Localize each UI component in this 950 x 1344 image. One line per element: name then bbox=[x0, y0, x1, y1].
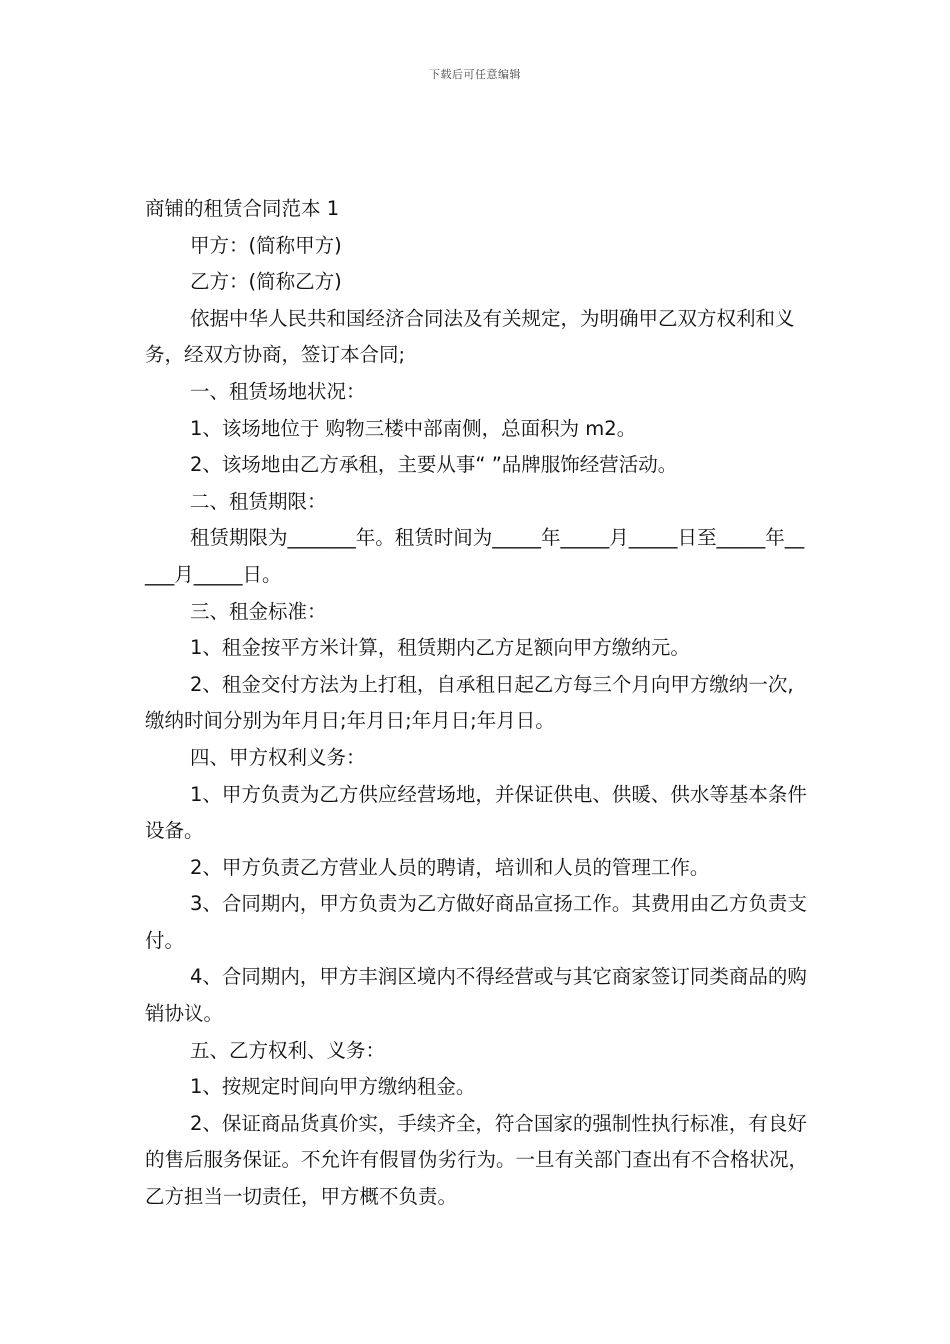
page-header-note: 下载后可任意编辑 bbox=[429, 68, 521, 81]
document-title: 商铺的租赁合同范本 1 bbox=[145, 197, 340, 220]
section-heading-term: 二、租赁期限： bbox=[190, 489, 327, 513]
paragraph-party-a-duty-2: 2、甲方负责乙方营业人员的聘请，培训和人员的管理工作。 bbox=[190, 855, 710, 879]
paragraph-rent-payment: 2、租金交付方法为上打租，自承租日起乙方每三个月向甲方缴纳一次,缴纳时间分别为年月日;年月日;年月日;年月日。 bbox=[145, 672, 794, 733]
paragraph-preamble: 依据中华人民共和国经济合同法及有关规定，为明确甲乙双方权利和义务，经双方协商，签订本合同; bbox=[145, 306, 795, 367]
paragraph-party-b-duty-2: 2、保证商品货真价实，手续齐全，符合国家的强制性执行标准，有良好的售后服务保证。不允许有假冒伪劣行为。一旦有关部门查出有不合格状况，乙方担当一切责任，甲方概不负责。 bbox=[145, 1111, 809, 1209]
paragraph-party-b-duty-1: 1、按规定时间向甲方缴纳租金。 bbox=[190, 1075, 476, 1099]
paragraph-party-a: 甲方：(简称甲方) bbox=[190, 233, 342, 257]
paragraph-lease-term: 租赁期限为_______年。租赁时间为_____年_____月_____日至_____年_____月_____日。 bbox=[145, 526, 805, 586]
section-heading-party-b-duties: 五、乙方权利、义务： bbox=[190, 1038, 386, 1062]
paragraph-party-b: 乙方：(简称乙方) bbox=[190, 270, 342, 294]
paragraph-rent-calculation: 1、租金按平方米计算，租赁期内乙方足额向甲方缴纳元。 bbox=[190, 636, 690, 660]
paragraph-premises-use: 2、该场地由乙方承租，主要从事“ ”品牌服饰经营活动。 bbox=[190, 453, 678, 477]
section-heading-premises: 一、租赁场地状况： bbox=[190, 379, 366, 403]
paragraph-party-a-duty-4: 4、合同期内，甲方丰润区境内不得经营或与其它商家签订同类商品的购销协议。 bbox=[145, 965, 807, 1026]
paragraph-party-a-duty-3: 3、合同期内，甲方负责为乙方做好商品宣扬工作。其费用由乙方负责支付。 bbox=[145, 892, 807, 952]
paragraph-party-a-duty-1: 1、甲方负责为乙方供应经营场地，并保证供电、供暖、供水等基本条件设备。 bbox=[145, 782, 807, 843]
section-heading-party-a-duties: 四、甲方权利义务： bbox=[190, 745, 366, 769]
section-heading-rent: 三、租金标准： bbox=[190, 599, 327, 623]
document-body bbox=[145, 191, 810, 1216]
paragraph-premises-location: 1、该场地位于 购物三楼中部南侧，总面积为 m2。 bbox=[190, 416, 637, 440]
